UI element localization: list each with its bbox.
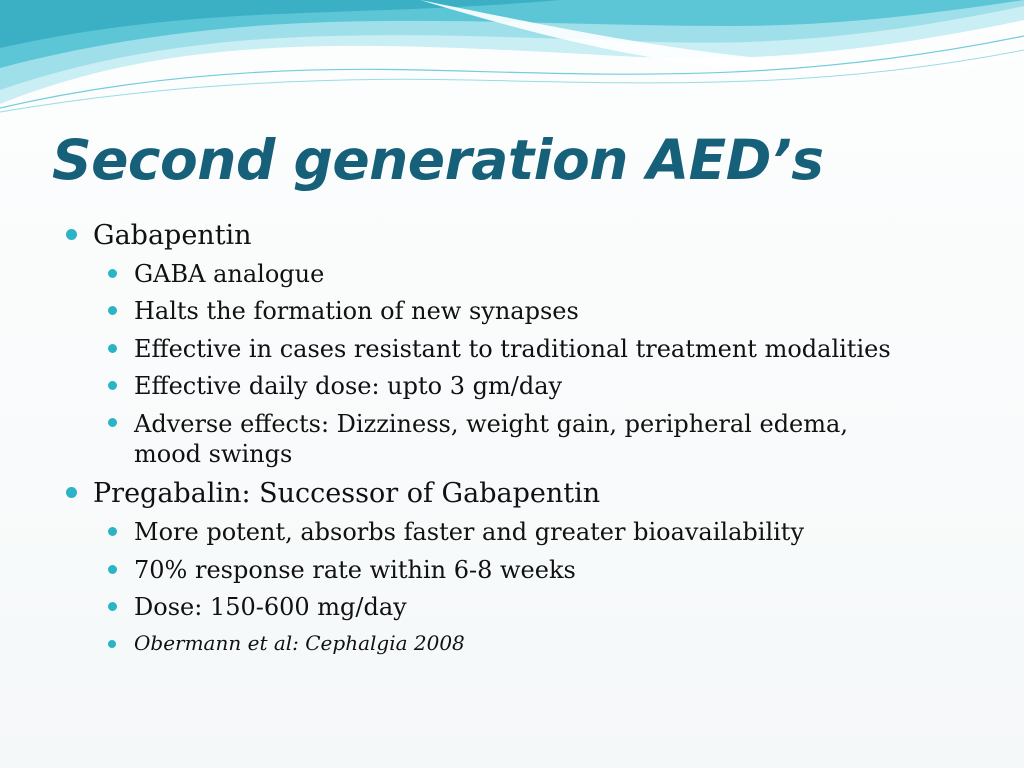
list-item-adverse-effects (134, 409, 848, 469)
citation-text: Obermann et al: Cephalgia 2008 (134, 631, 465, 655)
section-heading: Gabapentin (93, 220, 252, 251)
list-item (134, 556, 576, 584)
bullet-icon (108, 565, 117, 574)
section-heading: Pregabalin: Successor of Gabapentin (93, 478, 601, 509)
point-text: GABA analogue (134, 260, 325, 288)
point-text: 70% response rate within 6-8 weeks (134, 556, 576, 584)
bullet-icon (108, 640, 116, 648)
bullet-icon (108, 602, 117, 611)
point-text: Halts the formation of new synapses (134, 297, 579, 325)
list-item (134, 297, 579, 325)
bullet-icon (108, 381, 117, 390)
list-item (134, 593, 407, 621)
list-item-pregabalin (93, 478, 600, 509)
list-item (134, 260, 324, 288)
list-item-gabapentin (93, 220, 252, 251)
header-wave-decoration (0, 0, 1024, 120)
bullet-icon (108, 418, 117, 427)
bullet-icon (108, 269, 117, 278)
bullet-icon (66, 487, 77, 498)
point-text-line1: Adverse effects: Dizziness, weight gain, peripheral edema, (134, 410, 848, 438)
bullet-icon (66, 229, 77, 240)
point-text: Dose: 150-600 mg/day (134, 593, 407, 621)
point-text: Effective in cases resistant to traditional treatment modalities (134, 335, 891, 363)
list-item-citation (134, 631, 465, 655)
list-item (134, 518, 804, 546)
point-text: Effective daily dose: upto 3 gm/day (134, 372, 563, 400)
bullet-icon (108, 306, 117, 315)
bullet-icon (108, 527, 117, 536)
slide-title: Second generation AED’s (52, 128, 824, 192)
point-text: More potent, absorbs faster and greater bioavailability (134, 518, 804, 546)
list-item (134, 372, 562, 400)
bullet-icon (108, 344, 117, 353)
list-item (134, 335, 891, 363)
point-text-line2: mood swings (134, 440, 293, 468)
